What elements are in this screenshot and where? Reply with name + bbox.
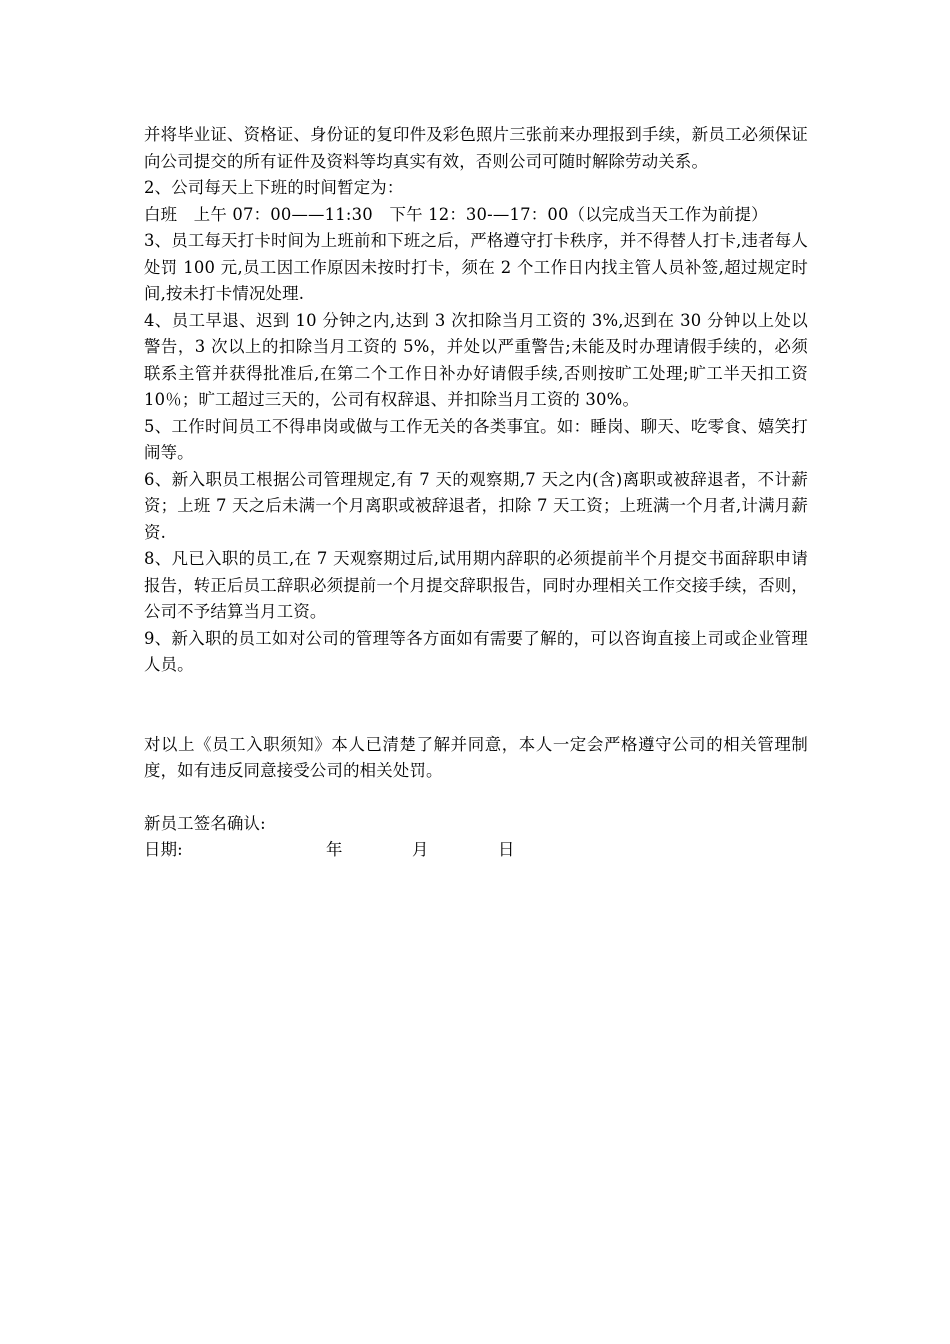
paragraph-conduct-rule: 5、工作时间员工不得串岗或做与工作无关的各类事宜。如：睡岗、聊天、吃零食、嬉笑打闹等。	[144, 416, 808, 462]
document-body	[144, 122, 808, 864]
signature-label: 新员工签名确认:	[144, 813, 266, 833]
paragraph-lateness-rule: 4、员工早退、迟到 10 分钟之内,达到 3 次扣除当月工资的 3%,迟到在 30 分钟以上处以警告，3 次以上的扣除当月工资的 5%，并处以严重警告;未能及时办理请假手续的，必须联系主管并获得批准后,在第二个工作日补办好请假手续,否则按旷工处理;旷工半天扣工资 10％；旷工超过三天的，公司有权辞退、并扣除当月工资的 30%。	[144, 310, 808, 409]
acknowledgement-statement: 对以上《员工入职须知》本人已清楚了解并同意，本人一定会严格遵守公司的相关管理制度，如有违反同意接受公司的相关处罚。	[144, 734, 808, 780]
paragraph-inquiry-rule: 9、新入职的员工如对公司的管理等各方面如有需要了解的，可以咨询直接上司或企业管理人员。	[144, 628, 808, 674]
date-line	[144, 837, 808, 864]
paragraph-clock-in-rule: 3、员工每天打卡时间为上班前和下班之后，严格遵守打卡秩序，并不得替人打卡,违者每人处罚 100 元,员工因工作原因未按时打卡，须在 2 个工作日内找主管人员补签,超过规定时间,按未打卡情况处理.	[144, 231, 808, 303]
paragraph-work-hours-heading: 2、公司每天上下班的时间暂定为：	[144, 178, 404, 197]
paragraph-probation-rule: 6、新入职员工根据公司管理规定,有 7 天的观察期,7 天之内(含)离职或被辞退者，不计薪资；上班 7 天之后未满一个月离职或被辞退者，扣除 7 天工资；上班满一个月者,计满月薪资.	[144, 469, 808, 542]
date-day-label: 日	[498, 840, 515, 859]
paragraph-resignation-rule: 8、凡已入职的员工,在 7 天观察期过后,试用期内辞职的必须提前半个月提交书面辞职申请报告，转正后员工辞职必须提前一个月提交辞职报告，同时办理相关工作交接手续，否则，公司不予结算当月工资。	[144, 549, 808, 621]
paragraph-day-shift-hours: 白班 上午 07：00——11:30 下午 12：30-—17：00（以完成当天工作为前提）	[144, 204, 768, 224]
date-year-label: 年	[326, 840, 343, 859]
spacer	[144, 679, 808, 732]
date-month-label: 月	[412, 840, 429, 859]
date-label: 日期:	[144, 840, 183, 859]
paragraph-documents-continuation: 并将毕业证、资格证、身份证的复印件及彩色照片三张前来办理报到手续，新员工必须保证向公司提交的所有证件及资料等均真实有效，否则公司可随时解除劳动关系。	[144, 125, 808, 171]
spacer	[144, 785, 808, 811]
